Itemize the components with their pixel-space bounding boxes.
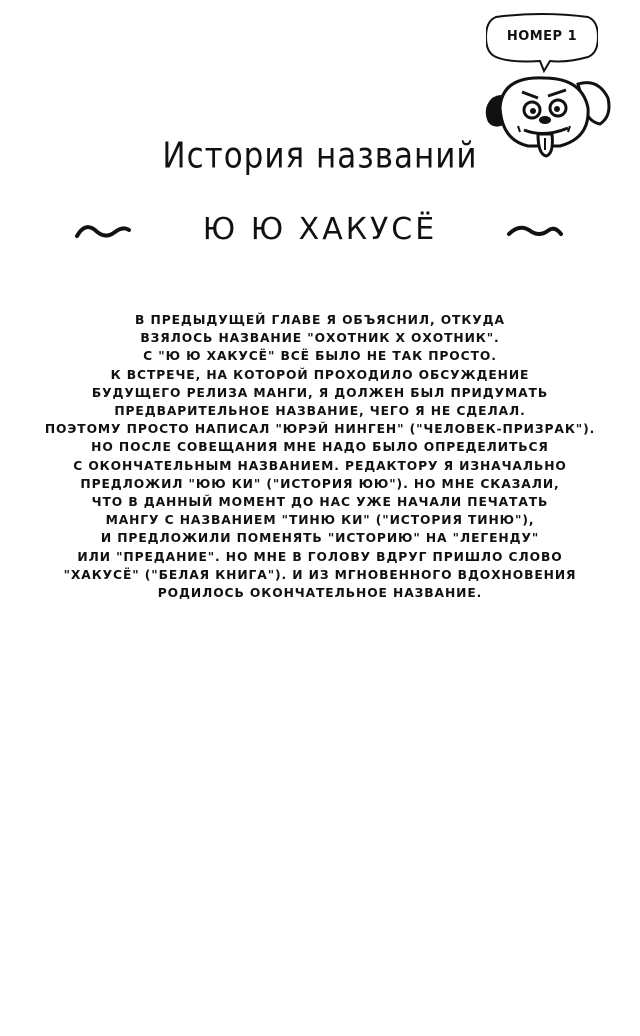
tilde-right-icon xyxy=(505,218,565,244)
body-line: РОДИЛОСЬ ОКОНЧАТЕЛЬНОЕ НАЗВАНИЕ. xyxy=(157,586,483,601)
body-line: И ПРЕДЛОЖИЛИ ПОМЕНЯТЬ "ИСТОРИЮ" НА "ЛЕГЕНДУ" xyxy=(100,531,540,546)
body-line: ПРЕДЛОЖИЛ "ЮЮ КИ" ("ИСТОРИЯ ЮЮ"). НО МНЕ СКАЗАЛИ, xyxy=(80,476,560,491)
body-line: "ХАКУСЁ" ("БЕЛАЯ КНИГА"). И ИЗ МГНОВЕННОГО ВДОХНОВЕНИЯ xyxy=(63,567,577,582)
body-line: ЧТО В ДАННЫЙ МОМЕНТ ДО НАС УЖЕ НАЧАЛИ ПЕЧАТАТЬ xyxy=(91,495,549,510)
chapter-number-label: НОМЕР 1 xyxy=(506,29,578,44)
body-line: ИЛИ "ПРЕДАНИЕ". НО МНЕ В ГОЛОВУ ВДРУГ ПРИШЛО СЛОВО xyxy=(77,549,563,564)
body-line: ПРЕДВАРИТЕЛЬНОЕ НАЗВАНИЕ, ЧЕГО Я НЕ СДЕЛАЛ. xyxy=(114,404,526,419)
manga-title: Ю Ю ХАКУСЁ xyxy=(202,212,438,247)
body-line: В ПРЕДЫДУЩЕЙ ГЛАВЕ Я ОБЪЯСНИЛ, ОТКУДА xyxy=(135,313,505,327)
body-line: ВЗЯЛОСЬ НАЗВАНИЕ "ОХОТНИК Х ОХОТНИК". xyxy=(140,331,500,346)
speech-bubble xyxy=(486,13,598,61)
body-line: С ОКОНЧАТЕЛЬНЫМ НАЗВАНИЕМ. РЕДАКТОРУ Я ИЗНАЧАЛЬНО xyxy=(73,458,567,473)
body-line: С "Ю Ю ХАКУСЁ" ВСЁ БЫЛО НЕ ТАК ПРОСТО. xyxy=(143,349,497,364)
body-paragraph xyxy=(20,311,620,602)
body-line: БУДУЩЕГО РЕЛИЗА МАНГИ, Я ДОЛЖЕН БЫЛ ПРИДУМАТЬ xyxy=(91,385,549,400)
body-line: МАНГУ С НАЗВАНИЕМ "ТИНЮ КИ" ("ИСТОРИЯ ТИНЮ"), xyxy=(105,513,535,528)
body-line: НО ПОСЛЕ СОВЕЩАНИЯ МНЕ НАДО БЫЛО ОПРЕДЕЛИТЬСЯ xyxy=(91,440,549,455)
subtitle-row xyxy=(0,208,640,252)
body-line: К ВСТРЕЧЕ, НА КОТОРОЙ ПРОХОДИЛО ОБСУЖДЕНИЕ xyxy=(110,367,530,382)
body-line: ПОЭТОМУ ПРОСТО НАПИСАЛ "ЮРЭЙ НИНГЕН" ("ЧЕЛОВЕК-ПРИЗРАК"). xyxy=(44,422,596,437)
page-title: История названий xyxy=(162,135,478,177)
